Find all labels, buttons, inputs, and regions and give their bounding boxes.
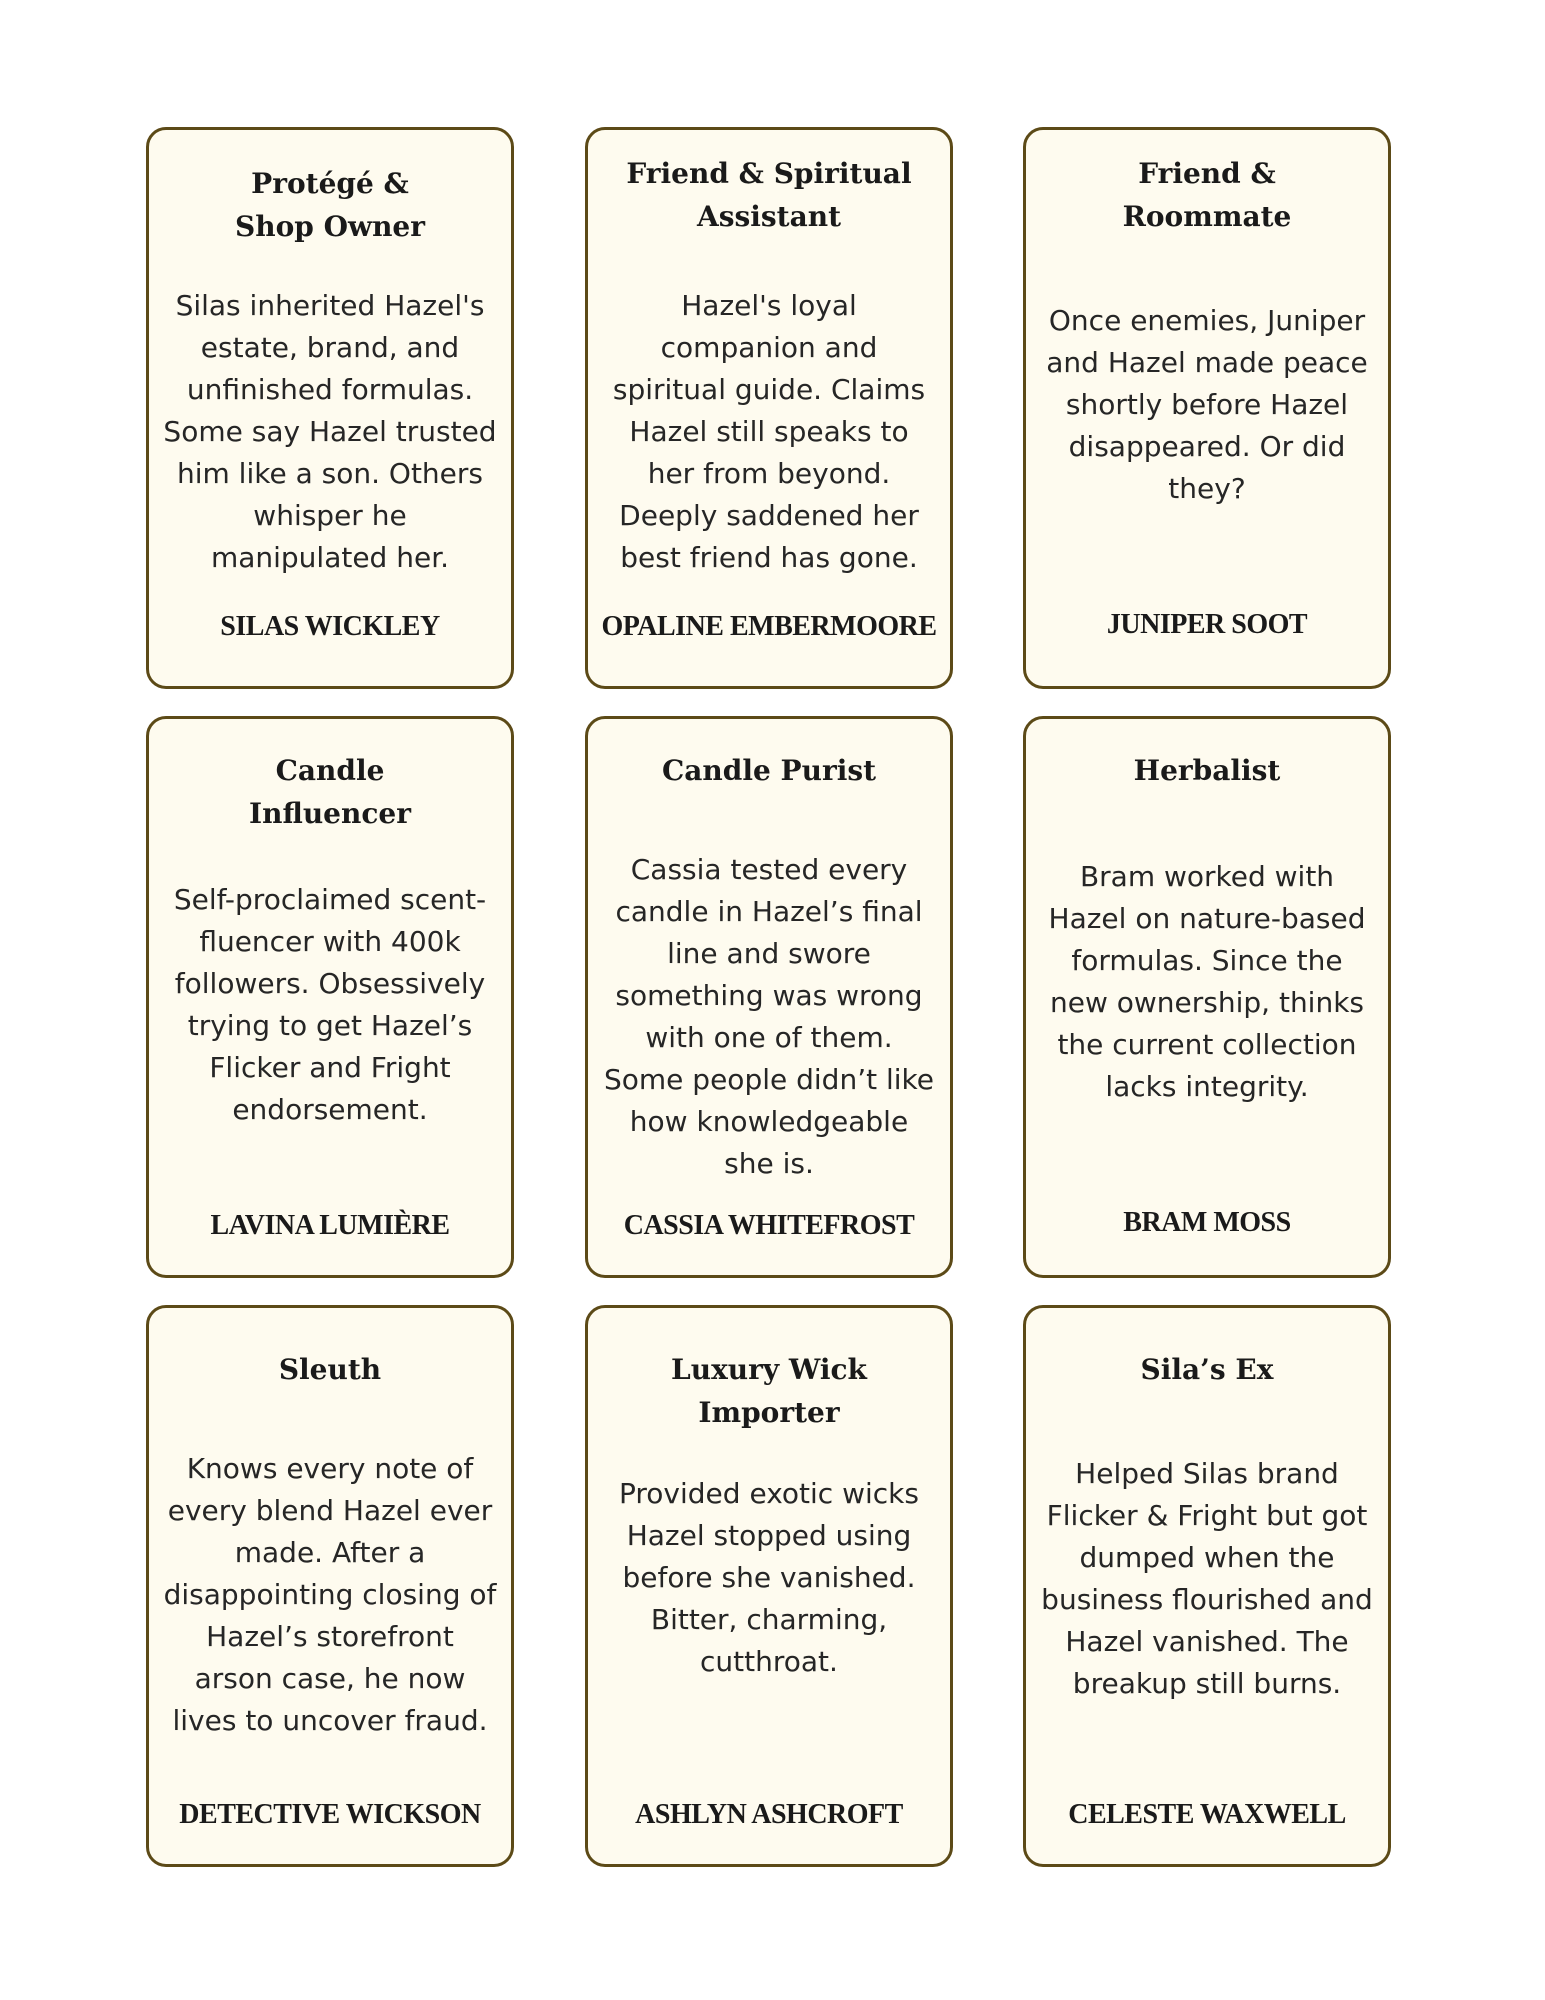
card-role: Candle Purist — [661, 754, 877, 787]
card-role: Candle Influencer — [249, 754, 411, 830]
card-role: Herbalist — [1133, 754, 1281, 787]
card-character-name: OPALINE EMBERMOORE — [601, 611, 937, 642]
card-description: Cassia tested every candle in Hazel’s final line and swore something was wrong with one of them. Some people didn’t like how knowledgeable she is. — [604, 853, 934, 1180]
card-role: Luxury Wick Importer — [671, 1353, 867, 1429]
card-description: Hazel's loyal companion and spiritual guide. Claims Hazel still speaks to her from beyond. Deeply saddened her best friend has gone. — [612, 289, 926, 574]
card-description: Once enemies, Juniper and Hazel made peace shortly before Hazel disappeared. Or did they? — [1046, 304, 1368, 505]
card-character-name: DETECTIVE WICKSON — [179, 1799, 481, 1830]
card-character-name: BRAM MOSS — [1123, 1207, 1291, 1238]
character-card — [1023, 716, 1391, 1278]
character-card — [585, 127, 953, 689]
card-description: Provided exotic wicks Hazel stopped using before she vanished. Bitter, charming, cutthroat. — [619, 1477, 919, 1678]
card-character-name: CELESTE WAXWELL — [1068, 1799, 1346, 1830]
card-character-name: CASSIA WHITEFROST — [623, 1210, 915, 1241]
card-role: Friend & Roommate — [1122, 157, 1292, 233]
character-card — [146, 127, 514, 689]
character-card — [146, 1305, 514, 1867]
character-card — [146, 716, 514, 1278]
card-character-name: LAVINA LUMIÈRE — [210, 1210, 450, 1241]
card-role: Protégé & Shop Owner — [235, 167, 425, 243]
character-card — [1023, 1305, 1391, 1867]
card-character-name: JUNIPER SOOT — [1106, 609, 1308, 640]
card-role: Sila’s Ex — [1140, 1353, 1274, 1386]
character-card — [1023, 127, 1391, 689]
card-role: Friend & Spiritual Assistant — [626, 157, 912, 233]
character-card — [585, 716, 953, 1278]
card-description: Helped Silas brand Flicker & Fright but got dumped when the business flourished and Hazel vanished. The breakup still burns. — [1041, 1457, 1373, 1700]
card-description: Silas inherited Hazel's estate, brand, and unfinished formulas. Some say Hazel trusted him like a son. Others whisper he manipulated her. — [163, 289, 497, 574]
card-role: Sleuth — [278, 1353, 382, 1386]
card-character-name: SILAS WICKLEY — [220, 611, 440, 642]
character-card — [585, 1305, 953, 1867]
card-description: Knows every note of every blend Hazel ever made. After a disappointing closing of Hazel’s storefront arson case, he now lives to uncover fraud. — [163, 1452, 497, 1737]
card-description: Self-proclaimed scent-fluencer with 400k followers. Obsessively trying to get Hazel’s Flicker and Fright endorsement. — [173, 883, 487, 1126]
card-character-name: ASHLYN ASHCROFT — [635, 1799, 903, 1830]
card-description: Bram worked with Hazel on nature-based formulas. Since the new ownership, thinks the current collection lacks integrity. — [1048, 860, 1366, 1103]
